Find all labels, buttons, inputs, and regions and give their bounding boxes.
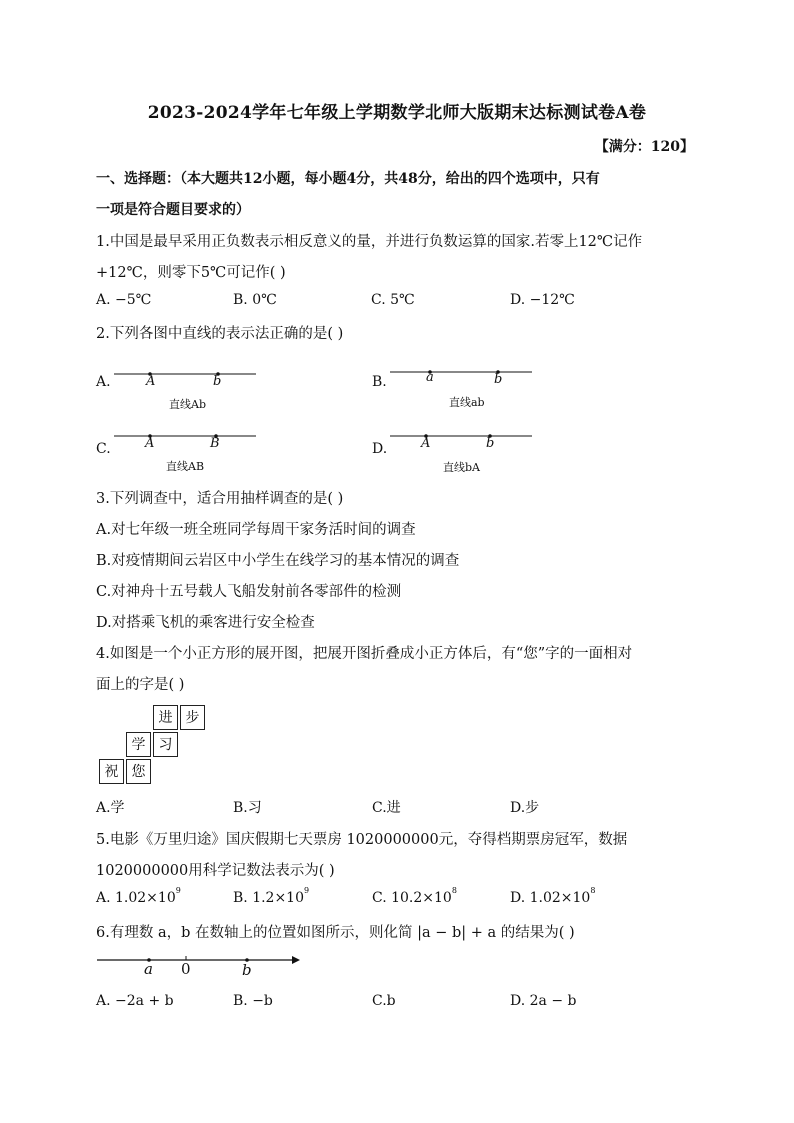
q1-stem-line2: +12℃，则零下5℃可记作( ) [96,265,286,281]
q3-option-a[interactable]: A.对七年级一班全班同学每周干家务活时间的调查 [96,522,416,538]
q4-option-a[interactable]: A.学 [96,800,125,816]
q5-option-c[interactable]: C. $10.2\times 10^8$ [372,886,457,906]
q2-option-b[interactable]: B. [372,374,387,390]
q3-option-d[interactable]: D.对搭乘飞机的乘客进行安全检查 [96,615,315,631]
section-heading-line1: 一、选择题：（本大题共12小题，每小题4分，共48分，给出的四个选项中，只有 [96,171,600,187]
q5-option-a[interactable]: A. $1.02\times 10^9$ [96,886,181,906]
q1-option-d[interactable]: D. −12℃ [510,292,575,308]
net-cell-xue: 学 [126,732,151,757]
number-line [94,952,304,968]
number-line-label-b: b [242,961,252,979]
full-score: 【满分：120】 [594,139,694,155]
q2-figure-a-line [110,368,260,380]
q5-option-d[interactable]: D. $1.02\times 10^8$ [510,886,596,906]
q6-option-b[interactable]: B. −b [233,993,273,1009]
q2-stem: 2.下列各图中直线的表示法正确的是( ) [96,326,344,342]
q1-option-a[interactable]: A. −5℃ [96,292,152,308]
q6-stem: 6.有理数 a，b 在数轴上的位置如图所示，则化简 |a − b| + a 的结果为( ) [96,925,575,941]
q2-figure-b-point2: b [494,372,503,387]
q6-option-a[interactable]: A. −2a + b [96,993,174,1009]
q1-stem-line1: 1.中国是最早采用正负数表示相反意义的量，并进行负数运算的国家.若零上12℃记作 [96,234,643,250]
number-line-label-zero: 0 [181,960,191,978]
q2-figure-d-caption: 直线bA [443,461,480,474]
q6-option-d[interactable]: D. 2a − b [510,993,577,1009]
q2-figure-b-line [386,366,536,378]
q2-option-d[interactable]: D. [372,441,388,457]
q2-option-c[interactable]: C. [96,441,111,457]
q4-option-c[interactable]: C.进 [372,800,401,816]
number-line-label-a: a [144,960,153,978]
q4-stem-line1: 4.如图是一个小正方形的展开图，把展开图折叠成小正方体后，有“您”字的一面相对 [96,646,633,662]
q4-option-d[interactable]: D.步 [510,800,540,816]
q2-figure-a-caption: 直线Ab [169,398,206,411]
q2-figure-c-point2: B [210,436,220,451]
q2-figure-d-point2: b [486,436,495,451]
page-title: 2023-2024学年七年级上学期数学北师大版期末达标测试卷A卷 [147,103,647,123]
net-cell-zhu: 祝 [99,759,124,784]
q3-stem: 3.下列调查中，适合用抽样调查的是( ) [96,491,344,507]
q4-stem-line2: 面上的字是( ) [96,677,185,693]
q6-option-c[interactable]: C.b [372,993,396,1009]
net-cell-bu: 步 [180,705,205,730]
net-cell-jin: 进 [153,705,178,730]
q5-option-b[interactable]: B. $1.2\times 10^9$ [233,886,310,906]
q2-figure-c-caption: 直线AB [166,460,205,473]
q1-option-b[interactable]: B. 0℃ [233,292,277,308]
section-heading-line2: 一项是符合题目要求的） [96,202,250,218]
q2-figure-d-point1: A [421,436,431,451]
q2-figure-d-line [386,430,536,442]
q5-stem-line1: 5.电影《万里归途》国庆假期七天票房 1020000000元，夺得档期票房冠军，数据 [96,832,628,848]
q1-option-c[interactable]: C. 5℃ [371,292,415,308]
q5-stem-line2: 1020000000用科学记数法表示为( ) [96,863,335,879]
net-cell-xi: 习 [153,732,178,757]
q2-figure-a-point2: b [213,374,222,389]
q3-option-c[interactable]: C.对神舟十五号载人飞船发射前各零部件的检测 [96,584,402,600]
net-cell-nin: 您 [126,759,151,784]
q2-figure-b-point1: a [426,370,434,385]
q2-figure-a-point1: A [146,374,156,389]
q2-option-a[interactable]: A. [96,374,111,390]
q2-figure-c-line [110,430,260,442]
q2-figure-c-point1: A [145,436,155,451]
q2-figure-b-caption: 直线ab [449,396,485,409]
q3-option-b[interactable]: B.对疫情期间云岩区中小学生在线学习的基本情况的调查 [96,553,460,569]
q4-option-b[interactable]: B.习 [233,800,262,816]
